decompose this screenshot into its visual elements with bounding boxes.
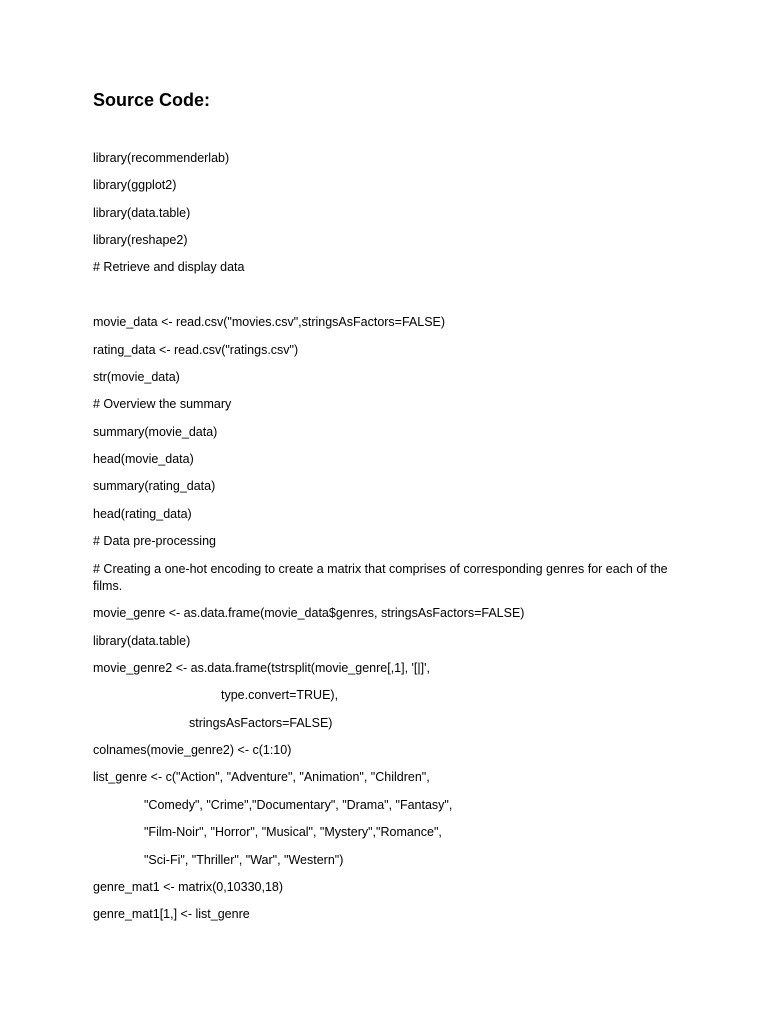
code-comment: # Data pre-processing xyxy=(93,534,216,548)
code-line: library(ggplot2) xyxy=(93,178,177,192)
code-line: movie_genre2 <- as.data.frame(tstrsplit(movie_genre[,1], '[|]', xyxy=(93,661,430,675)
code-line: type.convert=TRUE), xyxy=(221,688,339,702)
code-line: summary(movie_data) xyxy=(93,425,218,439)
code-line: library(reshape2) xyxy=(93,233,188,247)
code-line: list_genre <- c("Action", "Adventure", "Animation", "Children", xyxy=(93,770,430,784)
code-line: "Film-Noir", "Horror", "Musical", "Mystery","Romance", xyxy=(144,825,442,839)
code-line: str(movie_data) xyxy=(93,370,180,384)
code-line: movie_genre <- as.data.frame(movie_data$genres, stringsAsFactors=FALSE) xyxy=(93,606,525,620)
code-line: head(rating_data) xyxy=(93,507,192,521)
code-line: library(data.table) xyxy=(93,206,191,220)
page-title: Source Code: xyxy=(93,90,211,110)
code-line: library(recommenderlab) xyxy=(93,151,230,165)
code-line: movie_data <- read.csv("movies.csv",stringsAsFactors=FALSE) xyxy=(93,315,446,329)
code-comment: # Creating a one-hot encoding to create a matrix that comprises of corresponding genres for each of the films. xyxy=(93,562,668,593)
code-line: "Sci-Fi", "Thriller", "War", "Western") xyxy=(144,853,344,867)
code-line: "Comedy", "Crime","Documentary", "Drama", "Fantasy", xyxy=(144,798,453,812)
code-comment: # Overview the summary xyxy=(93,397,232,411)
code-line: rating_data <- read.csv("ratings.csv") xyxy=(93,343,299,357)
code-line: genre_mat1 <- matrix(0,10330,18) xyxy=(93,880,284,894)
code-line: library(data.table) xyxy=(93,634,191,648)
code-comment: # Retrieve and display data xyxy=(93,260,245,274)
code-line: stringsAsFactors=FALSE) xyxy=(189,716,333,730)
code-line: genre_mat1[1,] <- list_genre xyxy=(93,907,250,921)
code-line: colnames(movie_genre2) <- c(1:10) xyxy=(93,743,292,757)
code-line: summary(rating_data) xyxy=(93,479,216,493)
code-line: head(movie_data) xyxy=(93,452,194,466)
